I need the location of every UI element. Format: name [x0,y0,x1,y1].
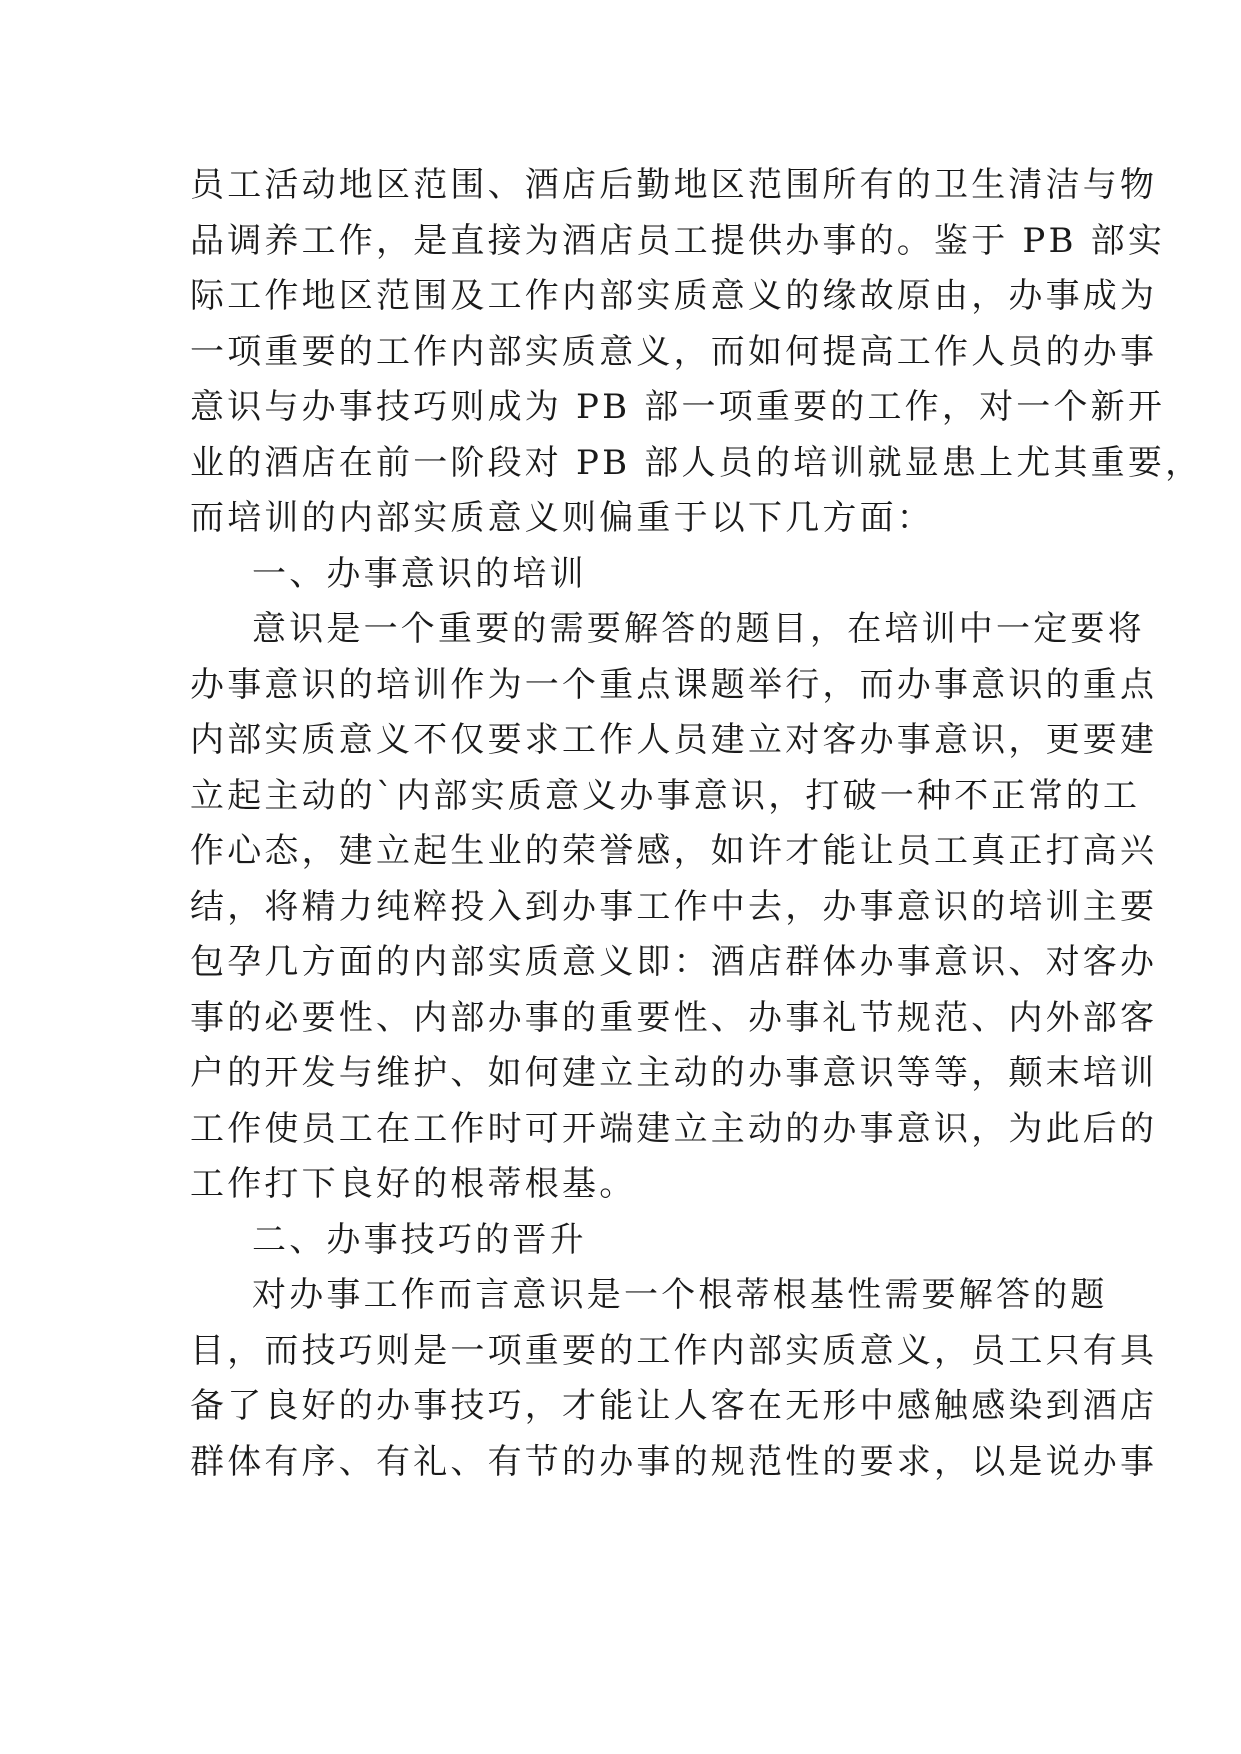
text-line: 意识与办事技巧则成为 PB 部一项重要的工作，对一个新开 [190,387,1166,427]
text-line: 而培训的内部实质意义则偏重于以下几方面： [190,498,934,538]
section-heading: 二、办事技巧的晋升 [252,1219,587,1260]
text-line: 立起主动的`内部实质意义办事意识，打破一种不正常的工 [190,775,1141,816]
paragraph-first-line: 意识是一个重要的需要解答的题目，在培训中一定要将 [252,609,1145,649]
text-line: 品调养工作，是直接为酒店员工提供办事的。鉴于 PB 部实 [190,220,1166,261]
text-line: 业的酒店在前一阶段对 PB 部人员的培训就显患上尤其重要， [190,442,1203,483]
text-line: 工作使员工在工作时可开端建立主动的办事意识，为此后的 [190,1108,1158,1149]
text-line: 员工活动地区范围、酒店后勤地区范围所有的卫生清洁与物 [190,165,1158,205]
paragraph-first-line: 对办事工作而言意识是一个根蒂根基性需要解答的题 [252,1275,1108,1315]
text-line: 目，而技巧则是一项重要的工作内部实质意义，员工只有具 [190,1330,1158,1371]
document-body [190,158,1203,1490]
text-line: 户的开发与维护、如何建立主动的办事意识等等，颠末培训 [190,1053,1158,1093]
text-line: 际工作地区范围及工作内部实质意义的缘故原由，办事成为 [190,276,1158,316]
text-line: 群体有序、有礼、有节的办事的规范性的要求，以是说办事 [190,1441,1158,1482]
text-line: 事的必要性、内部办事的重要性、办事礼节规范、内外部客 [190,997,1158,1038]
text-line: 内部实质意义不仅要求工作人员建立对客办事意识，更要建 [190,720,1158,760]
text-line: 办事意识的培训作为一个重点课题举行，而办事意识的重点 [190,664,1158,705]
text-line: 作心态，建立起生业的荣誉感，如许才能让员工真正打高兴 [190,831,1158,871]
text-line: 结，将精力纯粹投入到办事工作中去，办事意识的培训主要 [190,886,1158,927]
text-line: 一项重要的工作内部实质意义，而如何提高工作人员的办事 [190,331,1158,372]
text-line: 备了良好的办事技巧，才能让人客在无形中感触感染到酒店 [190,1386,1158,1426]
section-heading: 一、办事意识的培训 [252,553,587,594]
text-line: 工作打下良好的根蒂根基。 [190,1164,637,1204]
text-line: 包孕几方面的内部实质意义即：酒店群体办事意识、对客办 [190,942,1158,982]
